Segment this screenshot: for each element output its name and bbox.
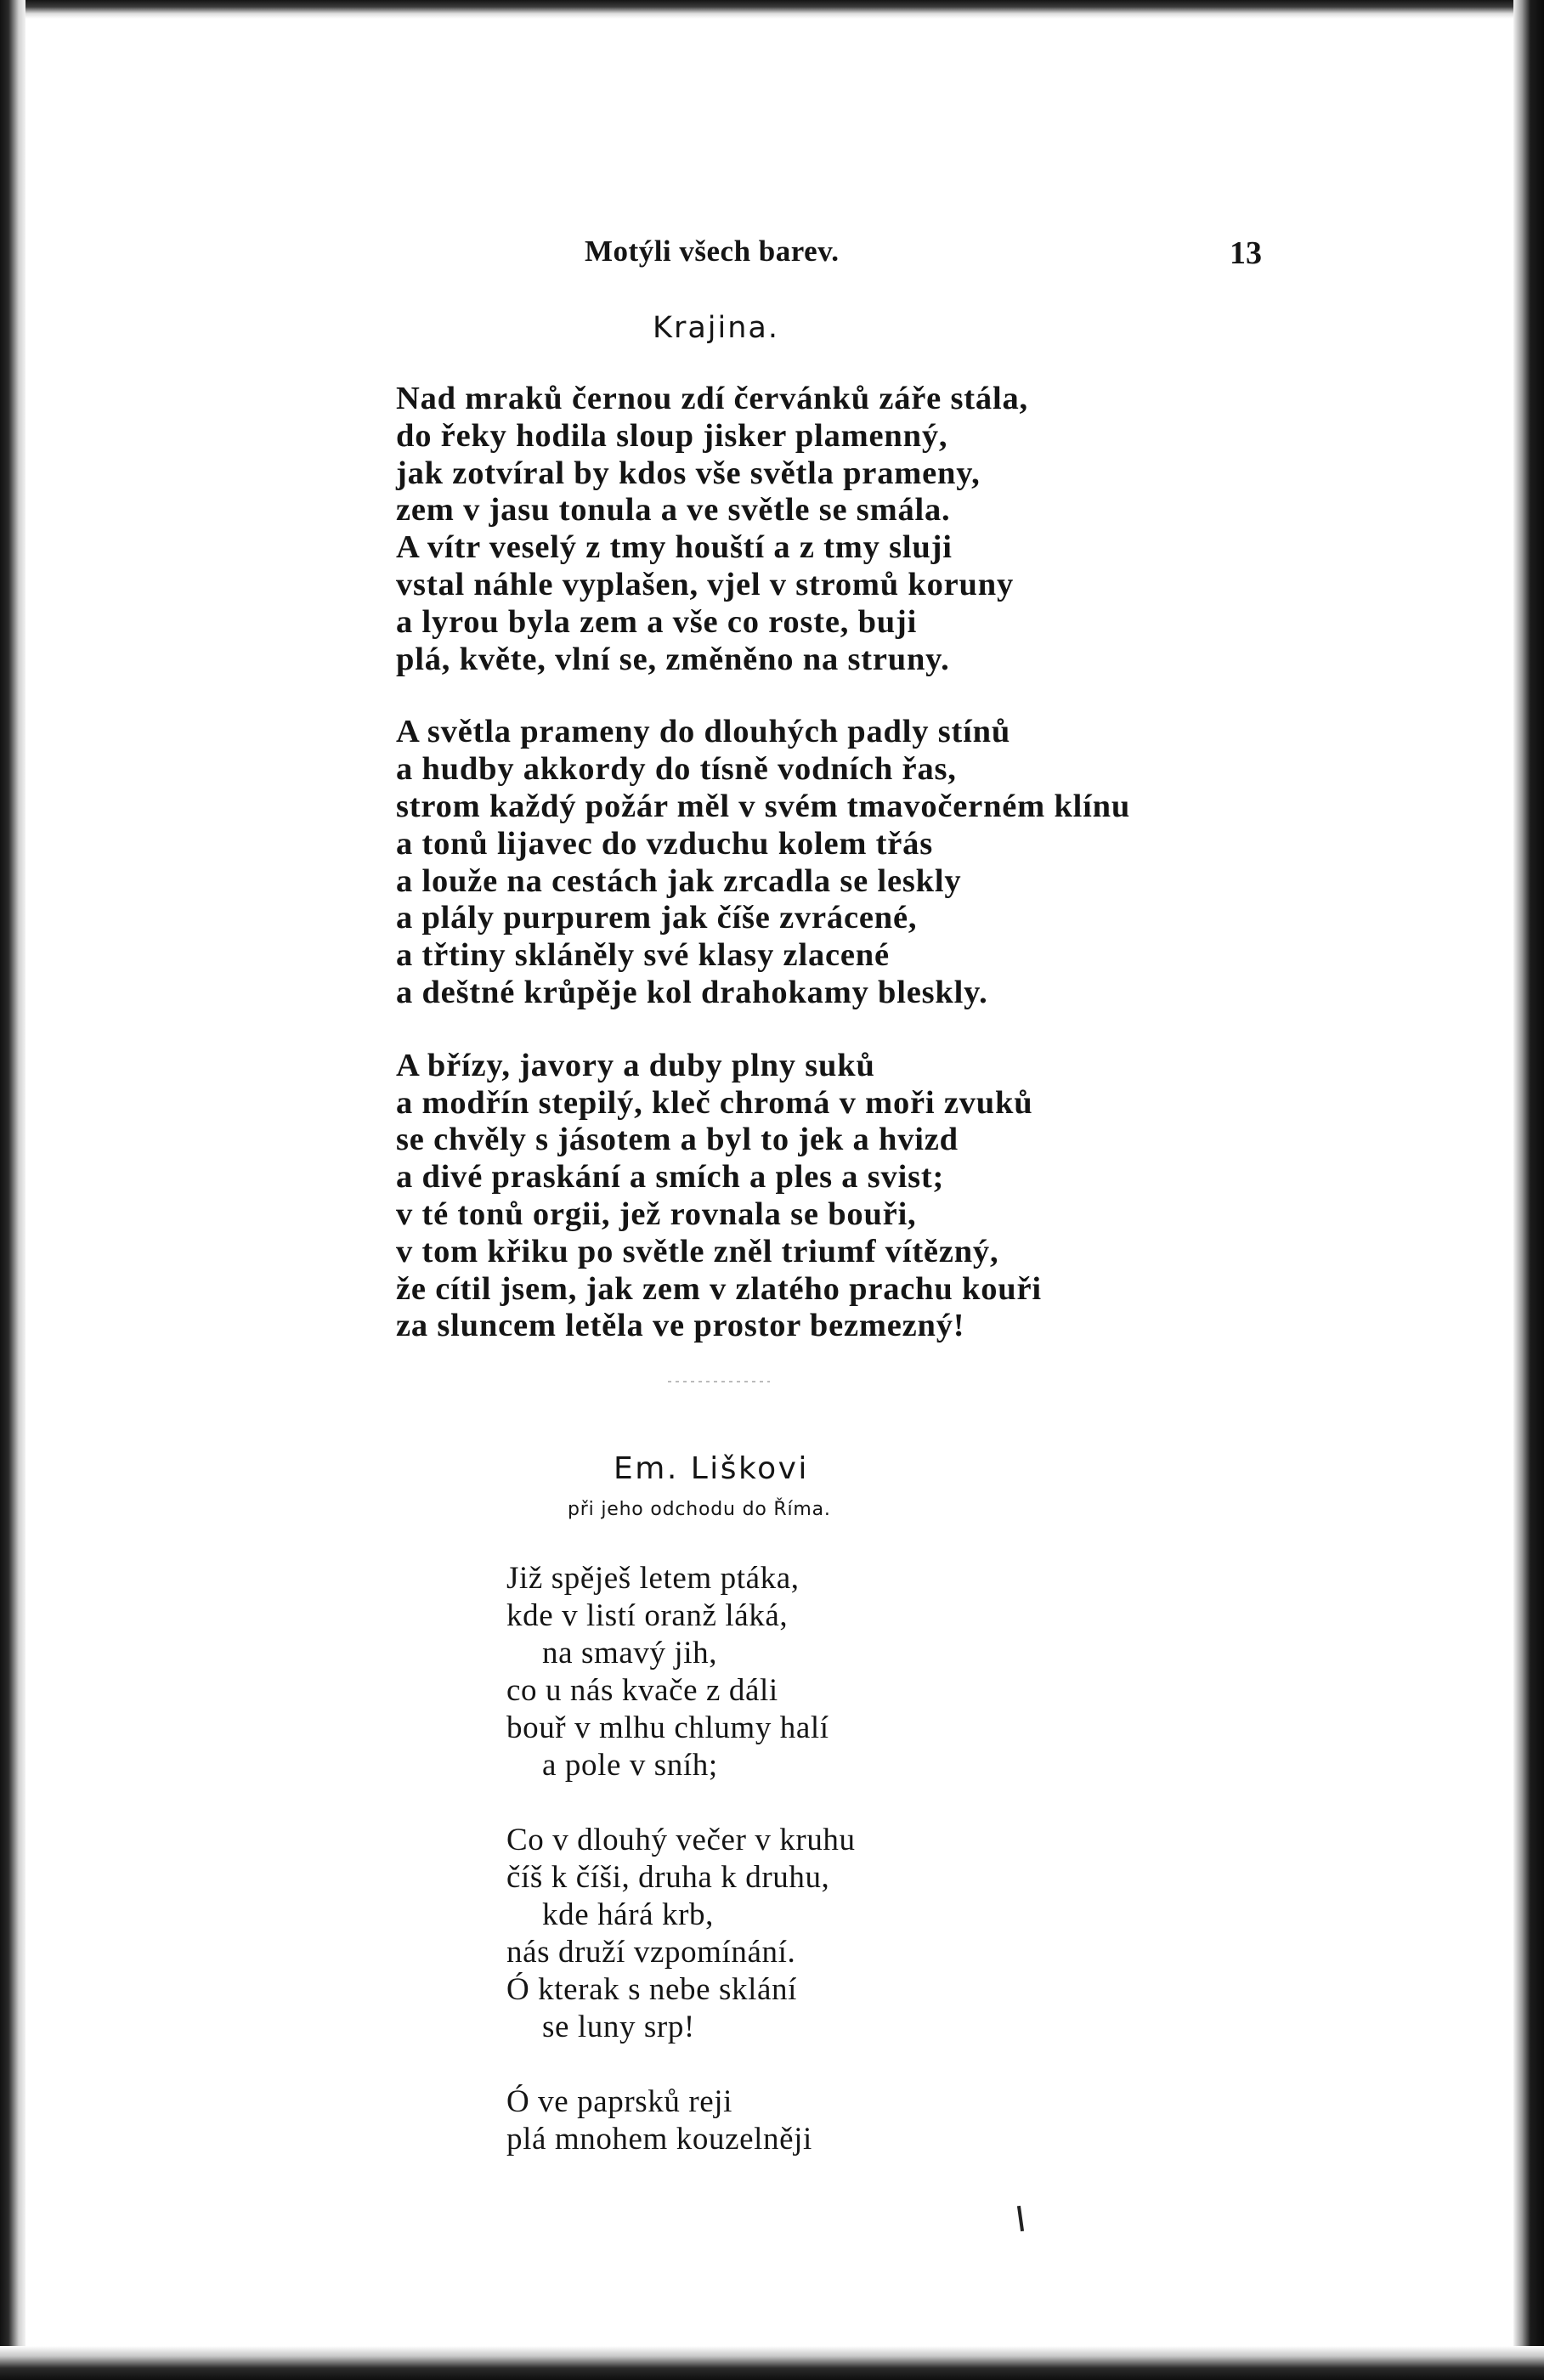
poem-title-em-liskovi: Em. Liškovi [614,1451,809,1486]
stanza [396,381,1130,678]
verse-line-indented: a pole v sníh; [542,1748,718,1783]
verse-line: do řeky hodila sloup jisker plamenný, [396,417,948,454]
scan-border-bottom [0,2346,1544,2380]
stanza [396,1048,1130,1345]
verse-line: strom každý požár měl v svém tmavočerném klínu [396,788,1131,824]
verse-line-indented: se luny srp! [542,2010,695,2044]
verse-line: a plály purpurem jak číše zvrácené, [396,900,918,936]
catchword-mark [1017,2206,1024,2231]
scan-border-right [1513,0,1544,2380]
verse-line-indented: na smavý jih, [542,1636,718,1671]
verse-line: a louže na cestách jak zrcadla se leskly [396,862,962,899]
verse-line: a modřín stepilý, kleč chromá v moři zvuků [396,1084,1033,1121]
poem-title-krajina: Krajina. [653,311,779,345]
verse-line: Již spěješ letem ptáka, [506,1561,800,1596]
poem-em-liskovi [506,1560,856,2158]
verse-line: A vítr veselý z tmy houští a z tmy sluji [396,529,953,566]
verse-line: kde v listí oranž láká, [506,1598,789,1633]
verse-line: zem v jasu tonula a ve světle se smála. [396,492,951,529]
verse-line: se chvěly s jásotem a byl to jek a hvizd [396,1122,959,1158]
verse-line: za sluncem letěla ve prostor bezmezný! [396,1308,965,1344]
verse-line: plá, květe, vlní se, změněno na struny. [396,641,950,677]
poem-krajina [396,381,1130,1345]
stanza [506,2083,856,2158]
verse-line: Ó kterak s nebe sklání [506,1972,797,2007]
verse-line: co u nás kvače z dáli [506,1673,778,1708]
verse-line: jak zotvíral by kdos vše světla prameny, [396,455,981,491]
page-number: 13 [1230,235,1262,271]
verse-line: v tom křiku po světle zněl triumf vítězný, [396,1233,999,1269]
verse-line: vstal náhle vyplašen, vjel v stromů koruny [396,566,1015,602]
scan-border-top [0,0,1544,19]
section-divider [668,1381,770,1382]
verse-line: Nad mraků černou zdí červánků záře stála, [396,381,1028,416]
verse-line: a hudby akkordy do tísně vodních řas, [396,751,957,788]
stanza [506,1822,856,2046]
verse-line: a třtiny skláněly své klasy zlacené [396,937,890,974]
verse-line-indented: kde hárá krb, [542,1897,714,1932]
verse-line: Ó ve paprsků reji [506,2084,733,2119]
verse-line: a lyrou byla zem a vše co roste, buji [396,603,918,640]
verse-line: Co v dlouhý večer v kruhu [506,1823,856,1857]
verse-line: bouř v mlhu chlumy halí [506,1710,829,1745]
verse-line: A světla prameny do dlouhých padly stínů [396,714,1011,750]
verse-line: plá mnohem kouzelněji [506,2122,812,2157]
verse-line: že cítil jsem, jak zem v zlatého prachu kouři [396,1270,1042,1307]
running-title: Motýli všech barev. [585,235,840,268]
verse-line: A břízy, javory a duby plny suků [396,1047,875,1083]
verse-line: číš k číši, druha k druhu, [506,1860,830,1895]
stanza [506,1560,856,1784]
verse-line: nás druží vzpomínání. [506,1935,796,1970]
poem-subtitle: při jeho odchodu do Říma. [568,1499,831,1520]
verse-line: a deštné krůpěje kol drahokamy bleskly. [396,974,988,1010]
verse-line: a divé praskání a smích a ples a svist; [396,1159,945,1196]
verse-line: v té tonů orgii, jež rovnala se bouři, [396,1196,917,1232]
stanza [396,714,1130,1011]
scan-border-left [0,0,25,2380]
verse-line: a tonů lijavec do vzduchu kolem třás [396,825,933,862]
